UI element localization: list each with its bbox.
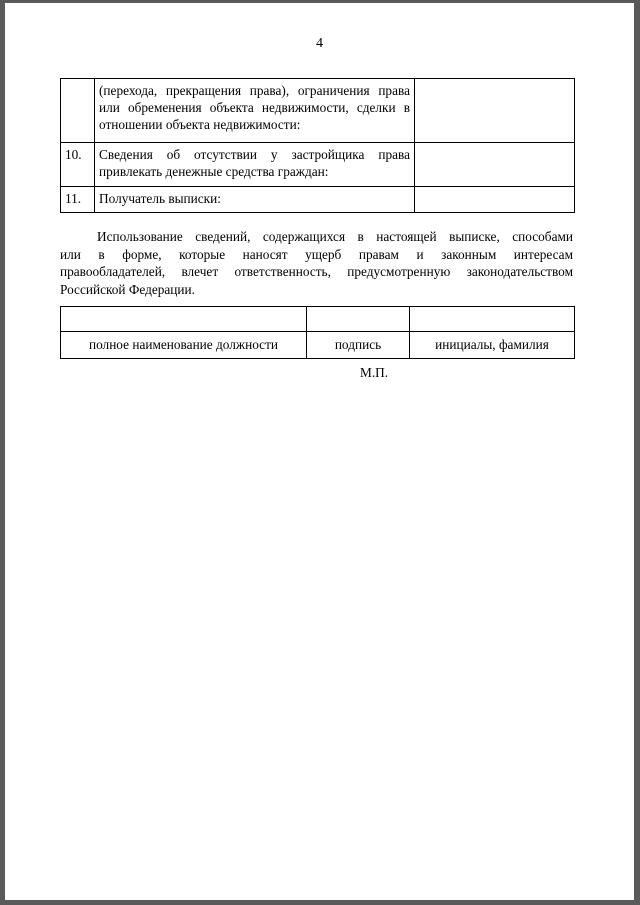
notice-line: или в форме, которые наносят ущерб правам и законным интересам — [60, 246, 573, 262]
row-number: 10. — [61, 143, 95, 187]
position-label: полное наименование должности — [61, 332, 307, 359]
table-row — [61, 143, 575, 187]
document-page — [5, 3, 634, 900]
signature-label: подпись — [307, 332, 410, 359]
notice-line: правообладателей, влечет ответственность, предусмотренную законодательством — [60, 264, 573, 279]
row-value — [415, 187, 575, 213]
row-value — [415, 79, 575, 143]
row-number — [61, 79, 95, 143]
signature-field — [307, 307, 410, 332]
row-value — [415, 143, 575, 187]
notice-line: Использование сведений, содержащихся в настоящей выписке, способами — [97, 229, 573, 244]
row-description — [95, 79, 415, 143]
signature-label-row — [61, 332, 575, 359]
row-description-line: привлекать денежные средства граждан: — [99, 164, 329, 179]
stamp-place-label: М.П. — [360, 365, 389, 380]
liability-notice — [60, 228, 573, 298]
row-description-line: или обременения объекта недвижимости, сделки в — [99, 100, 410, 115]
name-field — [410, 307, 575, 332]
signature-table — [60, 306, 575, 359]
notice-line: Российской Федерации. — [60, 281, 195, 297]
table-row — [61, 79, 575, 143]
position-field — [61, 307, 307, 332]
row-number: 11. — [61, 187, 95, 213]
row-description-line: Получатель выписки: — [99, 191, 221, 206]
page-number: 4 — [316, 36, 323, 51]
row-description-line: отношении объекта недвижимости: — [99, 117, 301, 132]
row-description-line: (перехода, прекращения права), ограничения права — [99, 83, 410, 98]
row-description-line: Сведения об отсутствии у застройщика права — [99, 147, 410, 162]
name-label: инициалы, фамилия — [410, 332, 575, 359]
table-row — [61, 187, 575, 213]
row-description — [95, 187, 415, 213]
signature-blank-row — [61, 307, 575, 332]
row-description — [95, 143, 415, 187]
extract-table — [60, 78, 575, 213]
